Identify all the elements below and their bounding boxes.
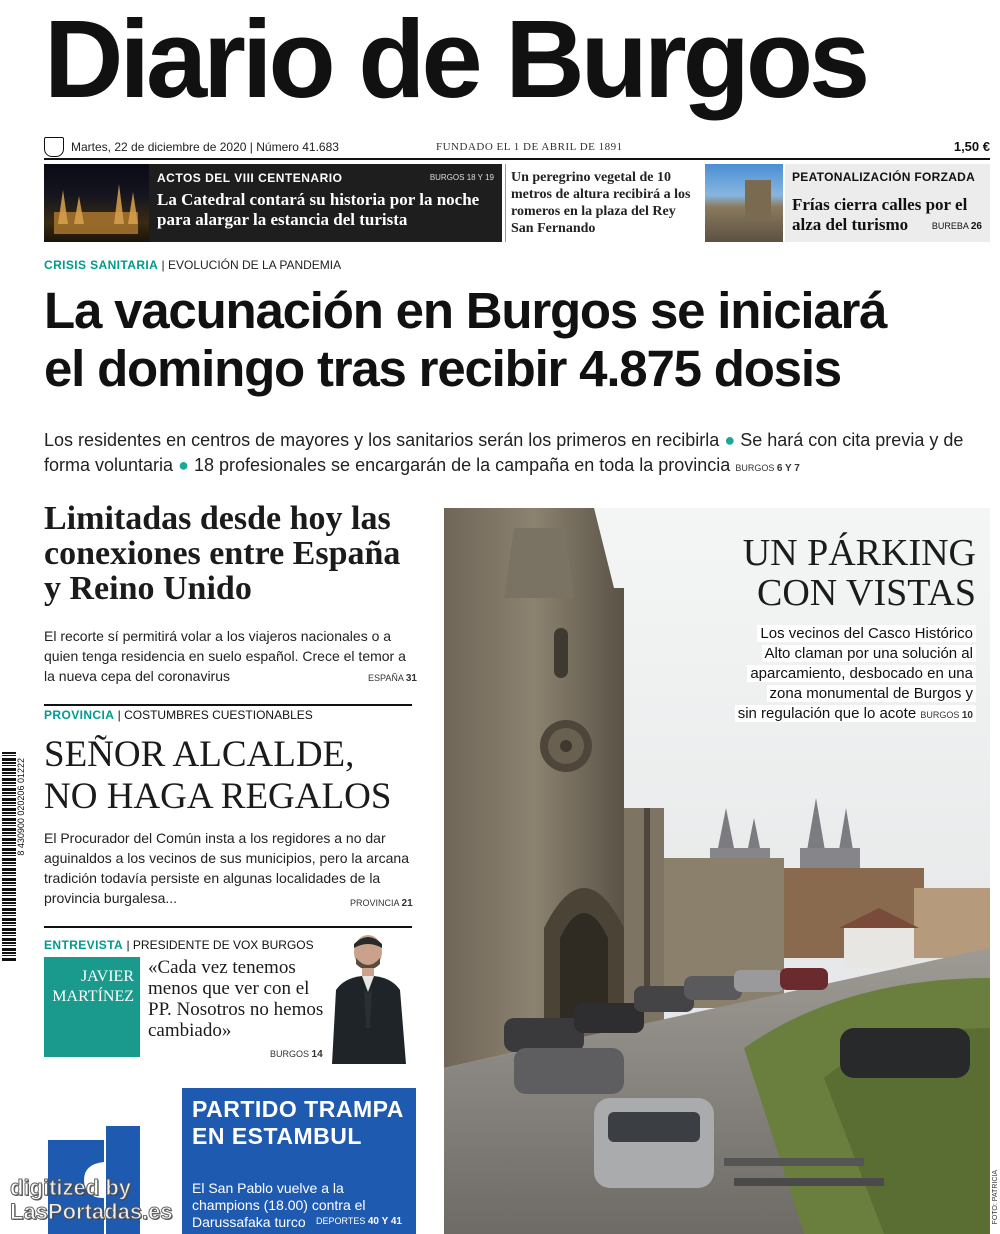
teaser-ref: BUREBA 26 — [931, 221, 982, 232]
photo-page-ref: BURGOS 10 — [920, 710, 973, 721]
uk-body: El recorte sí permitirá volar a los viajeros nacionales o a quien tenga residencia en suelo español. Crece el temor a la nueva cepa del coronavirus — [44, 628, 406, 684]
issue-date-number: Martes, 22 de diciembre de 2020 | Número 41.683 — [71, 140, 339, 154]
uk-headline[interactable]: Limitadas desde hoy las conexiones entre España y Reino Unido — [44, 500, 401, 607]
interview-kicker: ENTREVISTA | PRESIDENTE DE VOX BURGOS — [44, 938, 314, 952]
teaser-ref: BURGOS 18 Y 19 — [429, 173, 494, 182]
coat-of-arms-icon — [44, 137, 64, 157]
sports-body: El San Pablo vuelve a la champions (18.00) contra el Darussafaka turco — [192, 1180, 366, 1230]
founded-line: FUNDADO EL 1 DE ABRIL DE 1891 — [436, 141, 623, 153]
frias-street-photo — [705, 164, 783, 242]
alcalde-kicker: PROVINCIA | COSTUMBRES CUESTIONABLES — [44, 708, 313, 722]
masthead-title: Diario de Burgos — [44, 0, 867, 121]
alcalde-page-ref: PROVINCIA 21 — [350, 898, 413, 909]
lead-headline[interactable]: La vacunación en Burgos se iniciará el domingo tras recibir 4.875 dosis — [44, 282, 887, 397]
section-divider — [44, 704, 412, 706]
info-bar — [44, 134, 990, 160]
teaser-peregrino[interactable] — [505, 164, 705, 242]
watermark: digitized by LasPortadas.es — [10, 1175, 173, 1224]
teaser-headline: La Catedral contará su historia por la noche para alargar la estancia del turista — [157, 190, 480, 229]
barcode-number: 8 430900 020206 01222 — [16, 758, 26, 856]
photo-body: Los vecinos del Casco Histórico Alto claman por una solución al aparcamiento, desbocado en una zona monumental de Burgos y sin regulación que lo acote BURGOS 10 — [712, 624, 976, 726]
teaser-headline: Frías cierra calles por el alza del turismo — [792, 195, 968, 234]
teaser-kicker: ACTOS DEL VIII CENTENARIO — [157, 171, 343, 185]
lead-page-ref: BURGOS 6 Y 7 — [735, 463, 800, 474]
interview-quote[interactable]: «Cada vez tenemos menos que ver con el PP. Nosotros no hemos cambiado» — [148, 957, 324, 1041]
alcalde-headline[interactable]: SEÑOR ALCALDE, NO HAGA REGALOS — [44, 734, 392, 817]
teaser-headline: Un peregrino vegetal de 10 metros de altura recibirá a los romeros en la plaza del Rey San Fernando — [511, 170, 691, 236]
interview-portrait-photo — [322, 928, 414, 1064]
alcalde-body: El Procurador del Común insta a los regidores a no dar aguinaldos a los vecinos de sus municipios, pero la arcana tradición todavía persiste en algunas localidades de la provincia burgalesa... — [44, 830, 409, 906]
sports-page-ref: DEPORTES 40 Y 41 — [316, 1216, 402, 1227]
lead-subheadline: Los residentes en centros de mayores y los sanitarios serán los primeros en recibirla ● Se hará con cita previa y de forma voluntaria ● 18 profesionales se encargarán de la campaña en toda la provincia BURGOS 6 Y 7 — [44, 430, 964, 475]
lead-kicker: CRISIS SANITARIA | EVOLUCIÓN DE LA PANDEMIA — [44, 258, 342, 272]
interview-page-ref: BURGOS 14 — [270, 1049, 323, 1060]
parking-church-photo — [444, 508, 990, 1234]
teaser-catedral[interactable] — [44, 164, 502, 242]
photo-headline[interactable]: UN PÁRKING CON VISTAS — [742, 532, 976, 614]
teaser-kicker: PEATONALIZACIÓN FORZADA — [792, 170, 976, 184]
sports-box[interactable] — [182, 1088, 416, 1234]
uk-page-ref: ESPAÑA 31 — [368, 673, 417, 684]
interview-name-box: JAVIER MARTÍNEZ — [44, 957, 140, 1057]
sports-headline: PARTIDO TRAMPA EN ESTAMBUL — [192, 1096, 404, 1149]
photo-credit: FOTO: PATRICIA — [992, 1170, 999, 1225]
barcode — [2, 752, 16, 962]
teaser-frias[interactable] — [705, 164, 990, 242]
price: 1,50 € — [953, 139, 990, 154]
cathedral-night-photo — [44, 164, 149, 242]
